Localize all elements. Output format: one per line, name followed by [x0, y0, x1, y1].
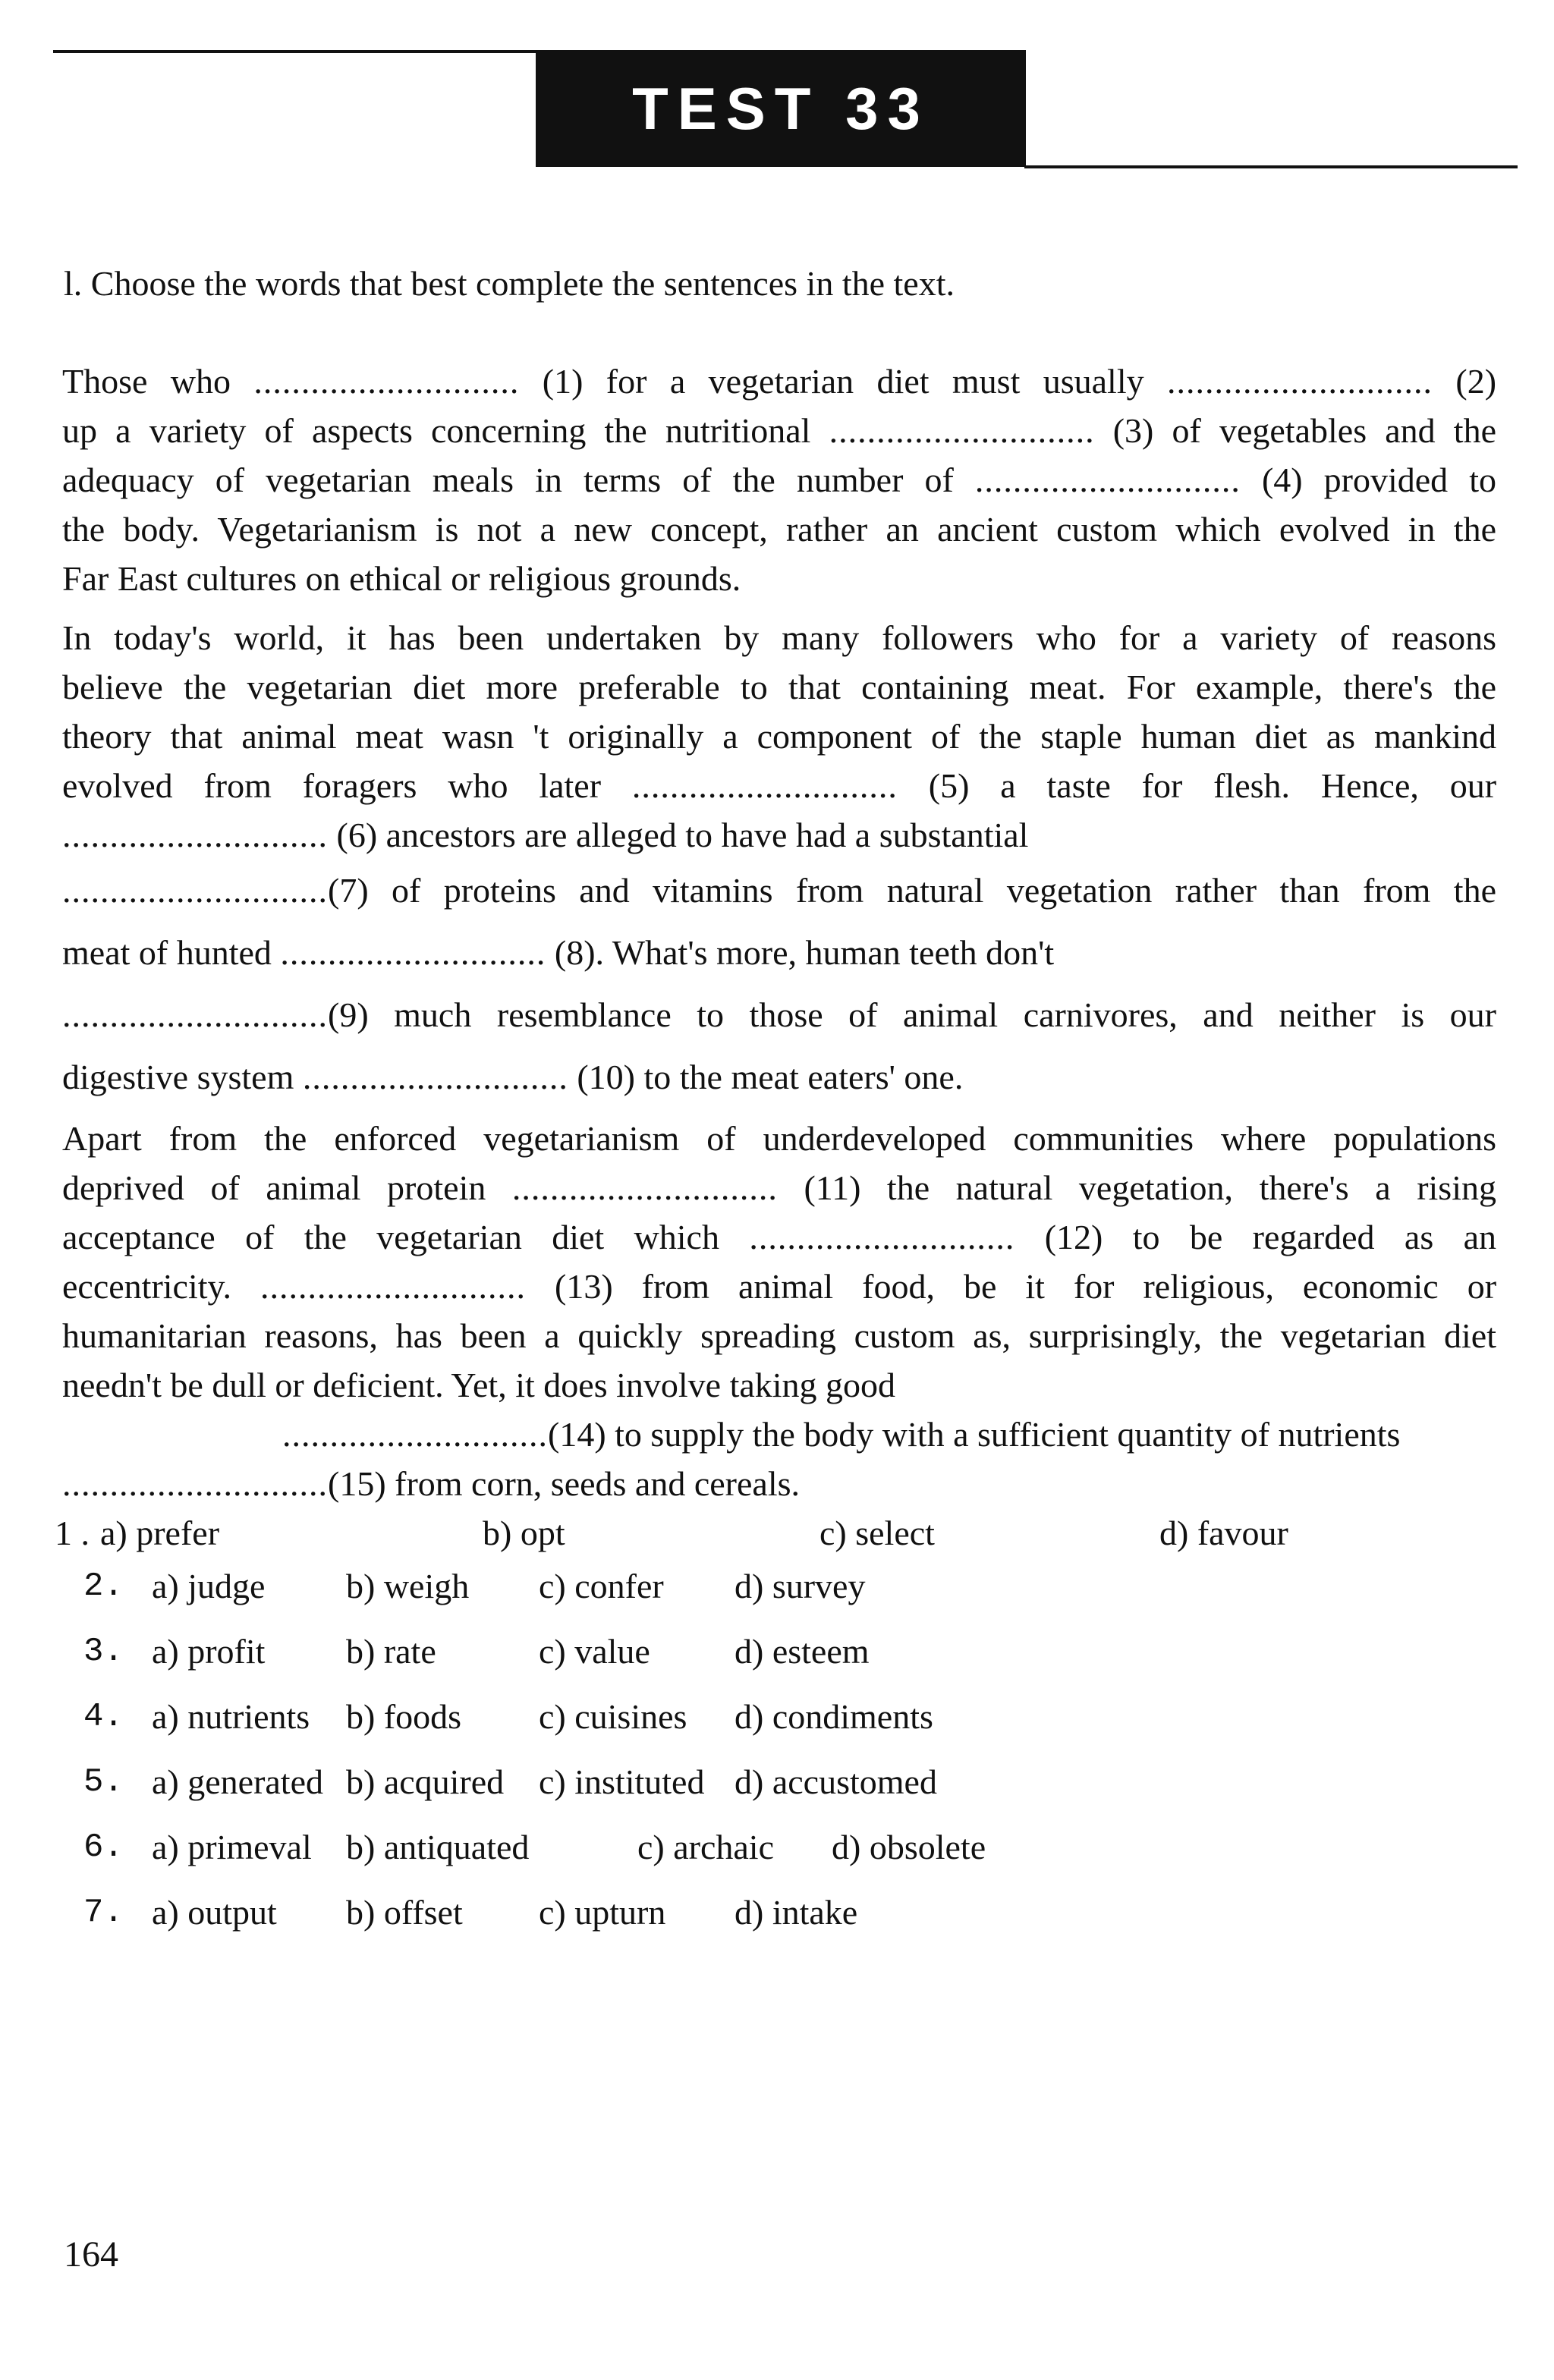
text-line: ............................(15) from corn, seeds and cereals.	[62, 1464, 801, 1503]
text-line: ............................(9) much resemblance to those of animal carnivores, and neither is our	[62, 995, 1496, 1034]
exercise-instruction: l. Choose the words that best complete the sentences in the text.	[64, 264, 955, 303]
text-line: In today's world, it has been undertaken by many followers who for a variety of reasons	[62, 618, 1496, 657]
option-c[interactable]: c) select	[819, 1514, 935, 1552]
test-title: TEST 33	[536, 50, 1026, 167]
question-number: 7.	[83, 1894, 124, 1932]
option-b[interactable]: b) acquired	[346, 1762, 505, 1801]
question-number: 2.	[83, 1567, 124, 1605]
blank-2: ............................	[1167, 362, 1433, 401]
text-line: the body. Vegetarianism is not a new concept, rather an ancient custom which evolved in the	[62, 510, 1496, 549]
option-b[interactable]: b) weigh	[346, 1567, 470, 1605]
option-d[interactable]: d) condiments	[735, 1697, 933, 1736]
blank-1: ............................	[253, 362, 520, 401]
blank-4: ............................	[974, 461, 1241, 499]
option-a[interactable]: a) nutrients	[152, 1697, 310, 1736]
paragraph-2	[62, 613, 1496, 1108]
text-line: adequacy of vegetarian meals in terms of the number of ............................ (4) provided to	[62, 461, 1497, 499]
text-line: ............................ (6) ancestors are alleged to have had a substantial	[62, 816, 1029, 854]
question-number: 6.	[83, 1828, 124, 1866]
text-line: deprived of animal protein ............................ (11) the natural vegetation, there's a rising	[62, 1168, 1496, 1207]
text-line: Those who ............................ (1) for a vegetarian diet must usually ............................ (2)	[62, 362, 1497, 401]
question-number: 3.	[83, 1633, 124, 1671]
question-number: 5.	[83, 1763, 124, 1801]
blank-3: ............................	[829, 411, 1095, 450]
text-line: needn't be dull or deficient. Yet, it does involve taking good	[62, 1366, 896, 1404]
text-line: digestive system ............................ (10) to the meat eaters' one.	[62, 1058, 964, 1096]
option-b[interactable]: b) rate	[346, 1632, 436, 1671]
blank-12: ............................	[749, 1218, 1015, 1256]
option-a[interactable]: a) prefer	[100, 1514, 220, 1552]
text-line: ............................(7) of proteins and vitamins from natural vegetation rather than from the	[62, 871, 1496, 910]
option-d[interactable]: d) survey	[735, 1567, 866, 1605]
blank-7: ............................	[62, 871, 328, 910]
blank-15: ............................	[62, 1464, 328, 1503]
option-c[interactable]: c) upturn	[539, 1893, 666, 1932]
option-a[interactable]: a) primeval	[152, 1828, 312, 1866]
option-c[interactable]: c) archaic	[637, 1828, 775, 1866]
blank-13: ............................	[260, 1267, 527, 1306]
text-line: Apart from the enforced vegetarianism of underdeveloped communities where populations	[62, 1119, 1496, 1158]
option-a[interactable]: a) profit	[152, 1632, 266, 1671]
paragraph-1	[62, 357, 1496, 603]
text-line: Far East cultures on ethical or religious grounds.	[62, 559, 741, 598]
page-number: 164	[64, 2234, 118, 2275]
blank-5: ............................	[631, 766, 898, 805]
option-d[interactable]: d) accustomed	[735, 1762, 937, 1801]
option-a[interactable]: a) output	[152, 1893, 277, 1932]
blank-10: ............................	[302, 1058, 568, 1096]
blank-8: ............................	[280, 933, 546, 972]
option-b[interactable]: b) opt	[483, 1514, 565, 1552]
option-a[interactable]: a) generated	[152, 1762, 324, 1801]
blank-9: ............................	[62, 995, 328, 1034]
text-line: ............................(14) to supply the body with a sufficient quantity of nutrients	[282, 1415, 1401, 1454]
option-c[interactable]: c) cuisines	[539, 1697, 687, 1736]
header-rule-left	[53, 50, 539, 53]
text-line: acceptance of the vegetarian diet which ............................ (12) to be regarded as an	[62, 1218, 1497, 1256]
option-d[interactable]: d) intake	[735, 1893, 858, 1932]
option-b[interactable]: b) offset	[346, 1893, 463, 1932]
question-number: 1 .	[55, 1514, 90, 1552]
option-d[interactable]: d) obsolete	[832, 1828, 986, 1866]
blank-14: ............................	[282, 1415, 548, 1454]
text-line: eccentricity. ............................ (13) from animal food, be it for religious, economic or	[62, 1267, 1497, 1306]
question-number: 4.	[83, 1698, 124, 1736]
paragraph-3	[62, 1114, 1496, 1508]
text-line: humanitarian reasons, has been a quickly spreading custom as, surprisingly, the vegetarian diet	[62, 1316, 1496, 1355]
text-line: believe the vegetarian diet more preferable to that containing meat. For example, there's the	[62, 668, 1496, 706]
option-d[interactable]: d) favour	[1159, 1514, 1288, 1552]
text-line: evolved from foragers who later ............................ (5) a taste for flesh. Hence, our	[62, 766, 1497, 805]
text-line: theory that animal meat wasn 't originally a component of the staple human diet as mankind	[62, 717, 1496, 756]
option-c[interactable]: c) confer	[539, 1567, 664, 1605]
option-c[interactable]: c) value	[539, 1632, 650, 1671]
blank-11: ............................	[511, 1168, 778, 1207]
option-b[interactable]: b) antiquated	[346, 1828, 530, 1866]
option-c[interactable]: c) instituted	[539, 1762, 705, 1801]
option-b[interactable]: b) foods	[346, 1697, 462, 1736]
blank-6: ............................	[62, 816, 328, 854]
header-rule-right	[1024, 165, 1518, 168]
text-line: up a variety of aspects concerning the nutritional ............................ (3) of vegetables and the	[62, 411, 1496, 450]
text-line: meat of hunted ............................ (8). What's more, human teeth don't	[62, 933, 1055, 972]
option-d[interactable]: d) esteem	[735, 1632, 870, 1671]
option-a[interactable]: a) judge	[152, 1567, 266, 1605]
